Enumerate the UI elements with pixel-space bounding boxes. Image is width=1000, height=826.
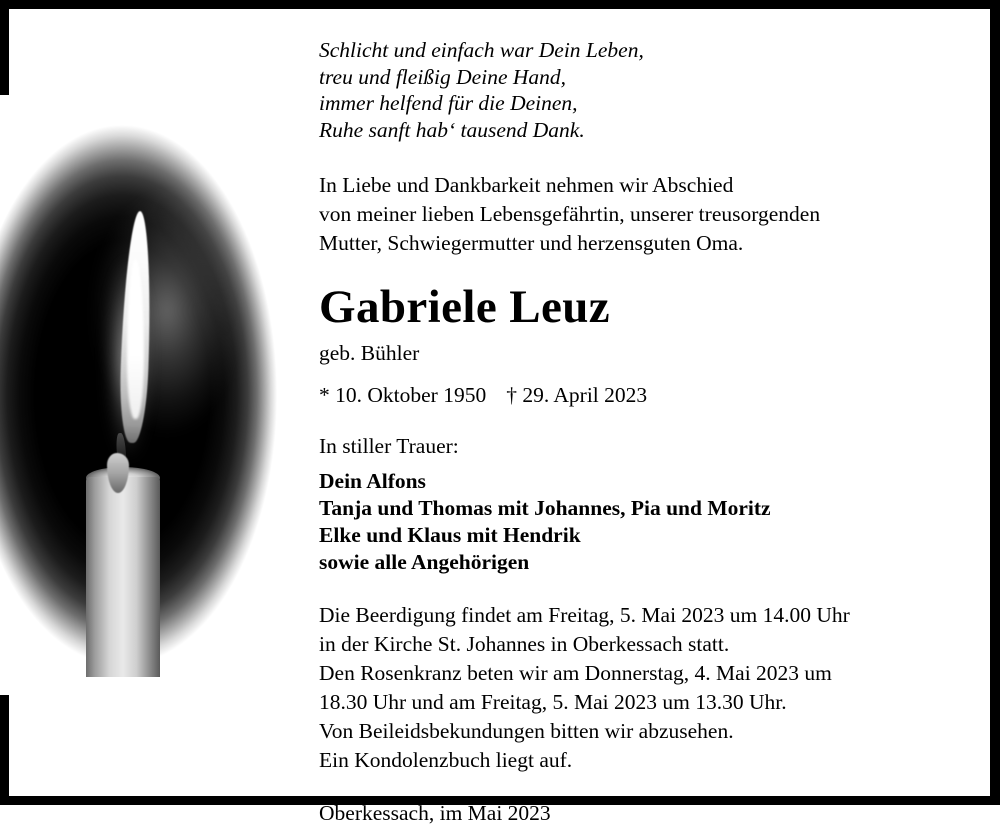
- death-date: † 29. April 2023: [506, 383, 648, 408]
- poem-line: Ruhe sanft hab‘ tausend Dank.: [319, 117, 585, 142]
- detail-line: 18.30 Uhr und am Freitag, 5. Mai 2023 um 13.30 Uhr.: [319, 690, 787, 715]
- mourner-line: sowie alle Angehörigen: [319, 550, 530, 575]
- birth-date: * 10. Oktober 1950: [319, 383, 487, 408]
- obituary-inner: [9, 9, 990, 826]
- mourner-line: Elke und Klaus mit Hendrik: [319, 523, 581, 548]
- intro-text: [319, 171, 970, 258]
- poem-line: immer helfend für die Deinen,: [319, 91, 578, 115]
- mourner-line: Dein Alfons: [319, 469, 426, 494]
- intro-line: von meiner lieben Lebensgefährtin, unserer treusorgenden: [319, 202, 821, 226]
- deceased-name: Gabriele Leuz: [319, 281, 611, 333]
- candle-image: [9, 9, 299, 796]
- mourners-list: [319, 468, 970, 576]
- detail-line: Von Beileidsbekundungen bitten wir abzusehen.: [319, 719, 734, 744]
- candle-body: [86, 477, 160, 677]
- detail-line: Den Rosenkranz beten wir am Donnerstag, 4. Mai 2023 um: [319, 661, 832, 686]
- mourning-label: In stiller Trauer:: [319, 434, 459, 459]
- maiden-name: geb. Bühler: [319, 341, 420, 366]
- intro-line: In Liebe und Dankbarkeit nehmen wir Abschied: [319, 173, 734, 197]
- poem: [319, 37, 970, 143]
- obituary-text: [299, 9, 990, 826]
- mourner-line: Tanja und Thomas mit Johannes, Pia und Moritz: [319, 496, 771, 521]
- funeral-details: [319, 601, 970, 775]
- place-and-date: Oberkessach, im Mai 2023: [319, 801, 551, 826]
- candle-halo: [67, 159, 267, 489]
- life-dates: [319, 383, 970, 408]
- intro-line: Mutter, Schwiegermutter und herzensguten Oma.: [319, 231, 744, 255]
- detail-line: Ein Kondolenzbuch liegt auf.: [319, 748, 573, 773]
- detail-line: Die Beerdigung findet am Freitag, 5. Mai 2023 um 14.00 Uhr: [319, 603, 850, 628]
- detail-line: in der Kirche St. Johannes in Oberkessach statt.: [319, 632, 730, 657]
- poem-line: treu und fleißig Deine Hand,: [319, 64, 567, 89]
- poem-line: Schlicht und einfach war Dein Leben,: [319, 38, 644, 62]
